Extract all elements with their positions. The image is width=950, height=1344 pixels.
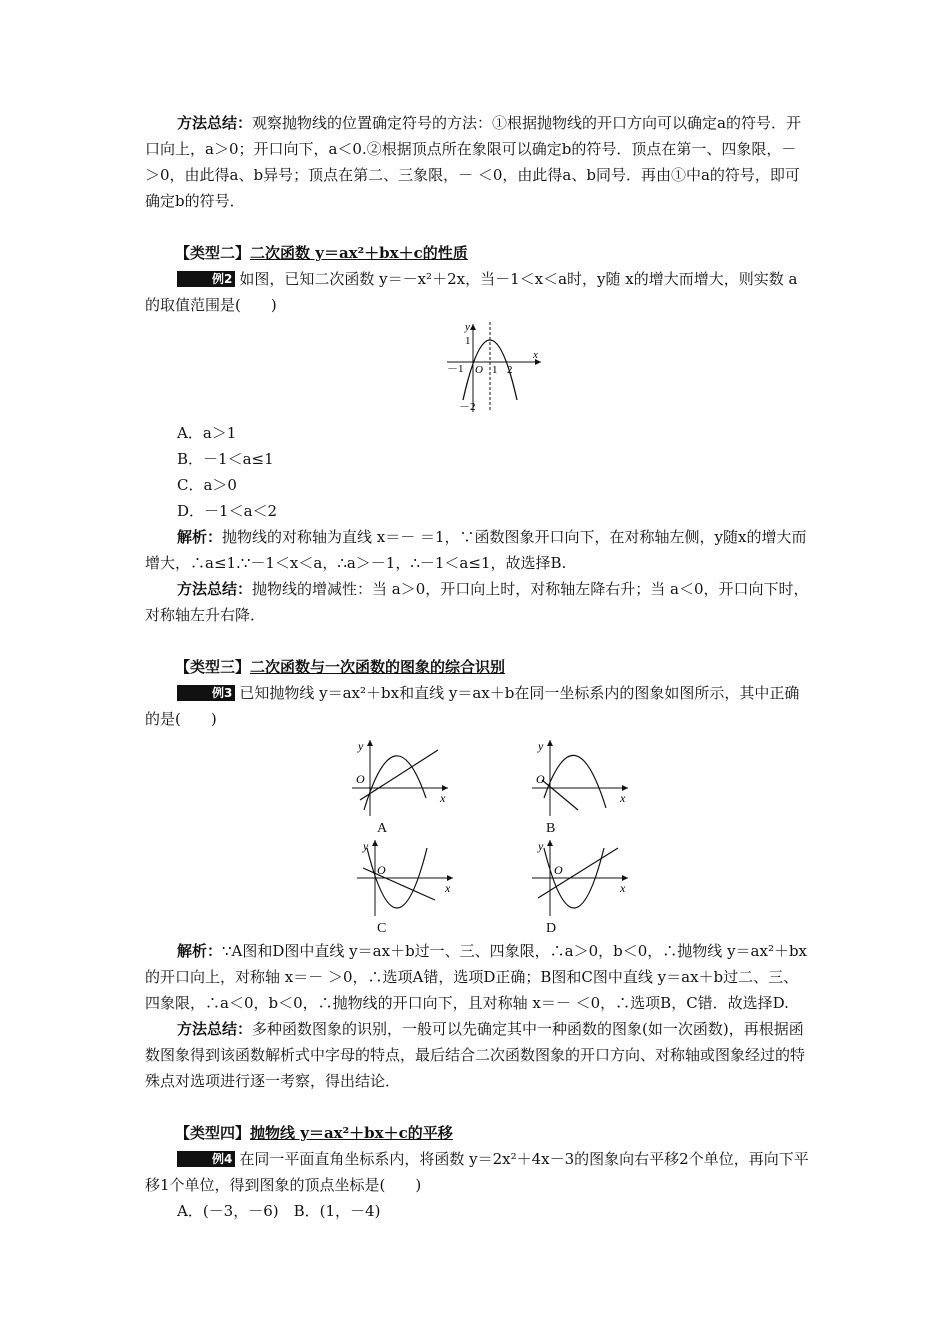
graph-c-label: C <box>377 921 387 936</box>
example2-text: 如图，已知二次函数 y＝－x²＋2x，当－1＜x＜a时，y随 x的增大而增大，则实数 a的取值范围是( ) <box>145 270 798 314</box>
tick-y1: 1 <box>465 335 471 347</box>
type2-heading <box>175 240 810 266</box>
example3-analysis <box>145 938 810 1016</box>
method-text: 观察抛物线的位置确定符号的方法：①根据抛物线的开口方向可以确定a的符号．开口向上，a＞0；开口向下，a＜0.②根据顶点所在象限可以确定b的符号．顶点在第一、四象限，－ ＞0，由此得a、b异号；顶点在第二、三象限，－ ＜0，由此得a、b同号．再由①中a的符号，即可确定b的符号． <box>145 114 801 210</box>
type4-heading <box>175 1120 810 1146</box>
example3-question <box>145 680 810 732</box>
example2-question <box>145 266 810 318</box>
example2-badge: 例2 <box>177 271 235 287</box>
parabola-graph <box>445 320 545 415</box>
type2-title: 二次函数 y＝ax²＋bx＋c的性质 <box>250 244 468 262</box>
x-label: x <box>533 349 538 361</box>
tick-1: 1 <box>492 364 498 376</box>
type4-bracket: 【类型四】 <box>175 1124 251 1142</box>
example4-question <box>145 1146 810 1198</box>
tick-neg1: －1 <box>447 363 464 375</box>
method-summary-3 <box>145 1016 810 1094</box>
graph-b-label: B <box>546 821 556 836</box>
example2-analysis <box>145 524 810 576</box>
example2-option-b: B．－1＜a≤1 <box>177 450 274 468</box>
graph-c-origin: O <box>377 863 386 877</box>
example4-options: A．(－3，－6) B．(1，－4) <box>177 1202 381 1220</box>
graph-d <box>530 838 630 918</box>
graph-a-y: y <box>358 739 364 753</box>
graph-b-x: x <box>620 791 626 805</box>
graph-d-origin: O <box>554 863 563 877</box>
type3-bracket: 【类型三】 <box>175 658 251 676</box>
method-label: 方法总结： <box>177 580 253 598</box>
graph-d-x: x <box>620 881 626 895</box>
example2-option-d: D．－1＜a＜2 <box>177 502 278 520</box>
example4-text: 在同一平面直角坐标系内，将函数 y＝2x²＋4x－3的图象向右平移2个单位，再向下平移1个单位，得到图象的顶点坐标是( ) <box>145 1150 809 1194</box>
type2-bracket: 【类型二】 <box>175 244 251 262</box>
type3-title: 二次函数与一次函数的图象的综合识别 <box>250 658 506 676</box>
method-text: 多种函数图象的识别，一般可以先确定其中一种函数的图象(如一次函数)，再根据函数图象得到该函数解析式中字母的特点，最后结合二次函数图象的开口方向、对称轴或图象经过的特殊点对选项进行逐一考察，得出结论． <box>145 1020 806 1090</box>
analysis-label: 解析： <box>177 942 223 960</box>
y-label: y <box>465 321 470 333</box>
method-text: 抛物线的增减性：当 a＞0，开口向上时，对称轴左降右升；当 a＜0，开口向下时，对称轴左升右降． <box>145 580 809 624</box>
graph-a-label: A <box>377 821 388 836</box>
example3-text: 已知抛物线 y＝ax²＋bx和直线 y＝ax＋b在同一坐标系内的图象如图所示，其中正确的是( ) <box>145 684 800 728</box>
tick-2: 2 <box>507 364 513 376</box>
graph-c-y: y <box>363 839 369 853</box>
tick-y-neg2: －2 <box>459 401 476 413</box>
example4-badge: 例4 <box>177 1151 235 1167</box>
graph-a-origin: O <box>356 772 365 786</box>
graph-a <box>350 738 450 818</box>
method-label: 方法总结： <box>177 1020 253 1038</box>
graph-d-y: y <box>538 839 544 853</box>
graph-c-x: x <box>445 881 451 895</box>
example2-option-a: A．a＞1 <box>177 424 237 442</box>
graph-b-origin: O <box>536 772 545 786</box>
graph-d-label: D <box>546 921 557 936</box>
analysis-label: 解析： <box>177 528 223 546</box>
type3-heading <box>175 654 810 680</box>
example2-figure <box>145 318 810 420</box>
analysis-text: ∵A图和D图中直线 y＝ax＋b过一、三、四象限，∴a＞0，b＜0，∴抛物线 y＝ax²＋bx的开口向上，对称轴 x＝－ ＞0，∴选项A错，选项D正确；B图和C图中直线 y＝ax＋b过二、三、四象限，∴a＜0，b＜0，∴抛物线的开口向下，且对称轴 x＝－ ＜0，∴选项B，C错．故选择D. <box>145 942 808 1012</box>
analysis-text: 抛物线的对称轴为直线 x＝－ ＝1，∵函数图象开口向下，在对称轴左侧，y随x的增大而增大，∴a≤1.∵－1＜x＜a，∴a＞－1，∴－1＜a≤1，故选择B. <box>145 528 807 572</box>
y-arrow <box>470 324 476 330</box>
graph-a-x: x <box>440 791 446 805</box>
example3-figures <box>145 738 810 938</box>
graph-b-y: y <box>538 739 544 753</box>
origin-label: O <box>475 364 483 376</box>
method-label: 方法总结： <box>177 114 253 132</box>
type4-title: 抛物线 y＝ax²＋bx＋c的平移 <box>250 1124 453 1142</box>
method-summary-1 <box>145 110 810 214</box>
example2-option-c: C．a＞0 <box>177 476 237 494</box>
example3-badge: 例3 <box>177 685 235 701</box>
graph-c <box>355 838 455 918</box>
graph-b <box>530 738 630 818</box>
method-summary-2 <box>145 576 810 628</box>
document-page <box>145 110 810 1224</box>
